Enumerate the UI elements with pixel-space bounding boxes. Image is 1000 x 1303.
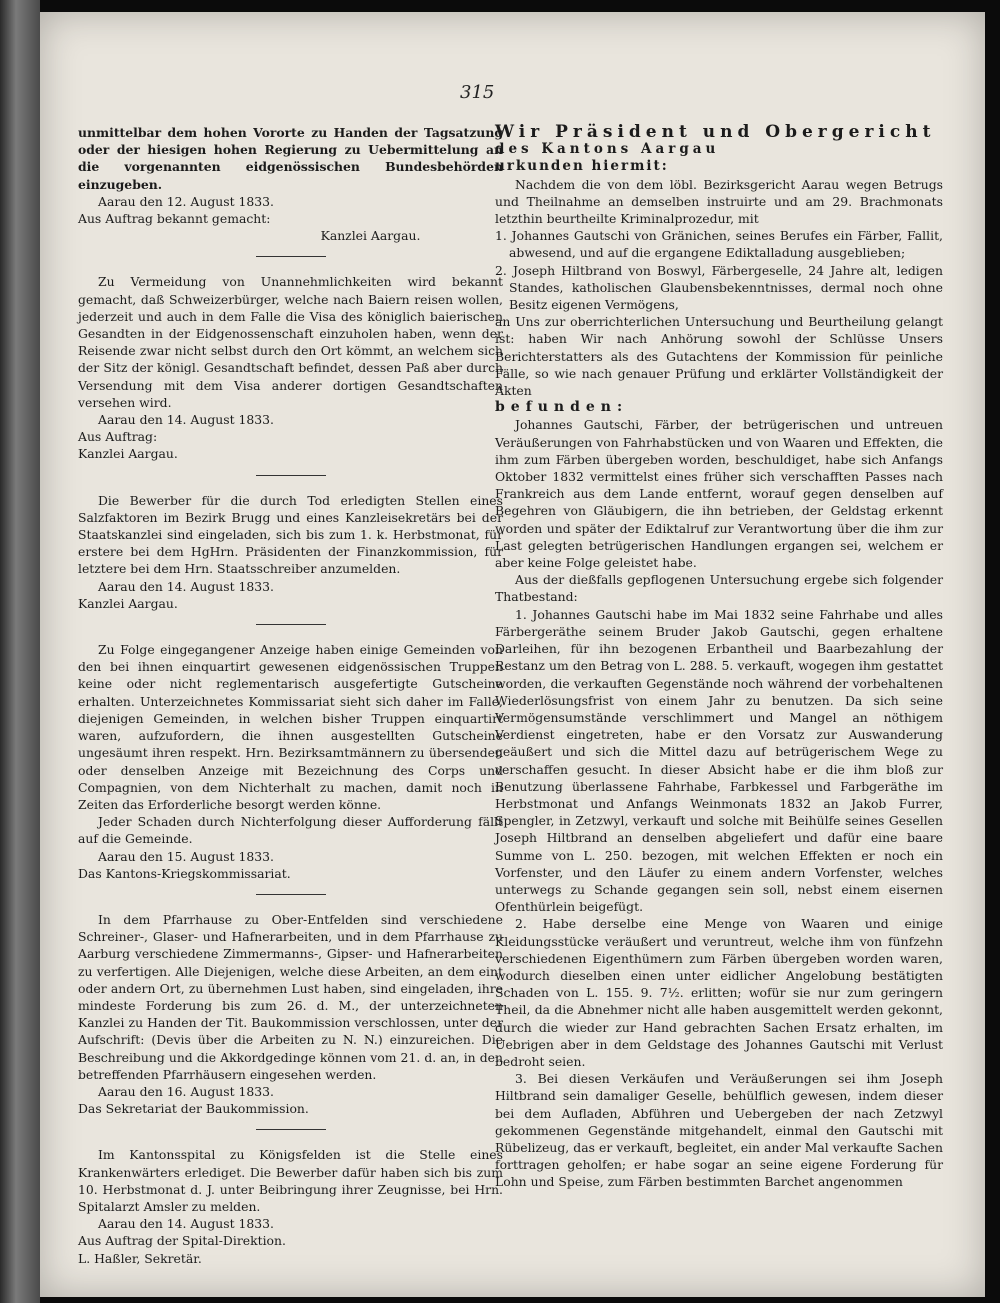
book-fold (0, 0, 40, 1303)
decree-paragraph: Johannes Gautschi, Färber, der betrügerischen und untreuen Veräußerungen von Fahrhabstücken und von Waaren und Effekten, die ihm zum Färben übergeben worden, beschuldiget, habe sich Anfangs Oktober 1832 vermittelst eines früher sich verschafften Passes nach Frankreich aus dem Lande entfernt, worauf gegen denselben auf Begehren von Gläubigern, die ihn betrieben, der Geldstag erkennt worden und später der Ediktalruf zur Verantwortung über die ihm zur Last gelegten betrügerischen Handlungen ergangen sei, welchem er aber keine Folge geleistet habe. (495, 417, 943, 571)
notice-text: Jeder Schaden durch Nichterfolgung dieser Aufforderung fällt auf die Gemeinde. (78, 814, 503, 847)
section-heading: befunden: (495, 399, 629, 416)
decree-subheading: urkunden hiermit: (495, 158, 669, 175)
notice-signature: Das Sekretariat der Baukommission. (78, 1101, 309, 1117)
notice-date: Aarau den 14. August 1833. (98, 1216, 274, 1232)
notice-signature: Aus Auftrag bekannt gemacht: (78, 211, 271, 227)
decree-paragraph: 1. Johannes Gautschi habe im Mai 1832 seine Fahrhabe und alles Färbergeräthe seinem Bruder Jakob Gautschi, gegen erhaltene Darleihen, für ihn bezogenen Erbantheil und Baarbezahlung der Restanz um den Betrag von L. 288. 5. verkauft, wogegen ihm gestattet worden, die verkauften Gegenstände noch während der vorbehaltenen Wiederlösungsfrist von einem Jahr zu benutzen. Da sich seine Vermögensumstände verschlimmert und Mangel an nöthigem Verdienst eingetreten, habe er den Vorsatz zur Auswanderung geäußert und sich die Mittel dazu auf betrügerischem Wege zu verschaffen gesucht. In dieser Absicht habe er die ihm bloß zur Benutzung überlassene Fahrhabe, Farbkessel und Farbgeräthe im Herbstmonat und Anfangs Weinmonats 1832 an Jakob Furrer, Spengler, in Zetzwyl, verkauft und solche mit Beihülfe seines Gesellen Joseph Hiltbrand an denselben abgeliefert und dafür eine baare Summe von L. 250. bezogen, mit welchen Effekten er noch ein Vorfenster, und den Läufer zu einem andern Vorfenster, welches unterwegs zu Schande gegangen sein soll, nebst einem eisernen Ofenthürlein beigefügt. (495, 606, 943, 915)
notice-text: Die Bewerber für die durch Tod erledigten Stellen eines Salzfaktoren im Bezirk Brugg und eines Kanzleisekretärs bei der Staatskanzlei sind eingeladen, sich bis zum 1. k. Herbstmonat, für erstere bei dem HgHrn. Präsidenten der Finanzkommission, für letztere bei dem Hrn. Staatsschreiber anzumelden. (78, 492, 503, 577)
notice-date: Aarau den 15. August 1833. (98, 848, 274, 864)
notice-date: Aarau den 16. August 1833. (98, 1083, 274, 1099)
document-page (40, 12, 985, 1297)
notice-date: Aarau den 14. August 1833. (98, 412, 274, 428)
notice-signature: Aus Auftrag der Spital-Direktion. (78, 1233, 286, 1249)
notice-text: Im Kantonsspital zu Königsfelden ist die Stelle eines Krankenwärters erlediget. Die Bewerber dafür haben sich bis zum 10. Herbstmonat d. J. unter Beibringung ihrer Zeugnisse, bei Hrn. Spitalarzt Amsler zu melden. (78, 1147, 503, 1214)
decree-paragraph: 3. Bei diesen Verkäufen und Veräußerungen sei ihm Joseph Hiltbrand sein damaliger Geselle, behülflich gewesen, indem dieser bei dem Aufladen, Abführen und Uebergeben der nach Zetzwyl gekommenen Gegenstände mitgehandelt, einmal den Gautschi mit Rübelizeug, das er verkauft, begleitet, ein ander Mal verkaufte Sachen forttragen geholfen; er habe sogar an seine eigene Forderung für Lohn und Speise, zum Färben bestimmten Barchet angenommen (495, 1071, 943, 1190)
notice-4 (78, 641, 503, 882)
notice-5 (78, 911, 503, 1117)
notice-signature: Kanzlei Aargau. (320, 228, 421, 244)
notice-text: In dem Pfarrhause zu Ober-Entfelden sind verschiedene Schreiner-, Glaser- und Hafnerarbeiten, und in dem Pfarrhause zu Aarburg verschiedene Zimmermanns-, Gipser- und Hafnerarbeiten zu verfertigen. Alle Diejenigen, welche diese Arbeiten, an dem eint oder andern Ort, zu übernehmen Lust haben, sind eingeladen, ihre mindeste Forderung bis zum 26. d. M., der unterzeichneten Kanzlei zu Handen der Tit. Baukommission verschlossen, unter der Aufschrift: (Devis über die Arbeiten zu N. N.) einzureichen. Die Beschreibung und die Akkordgedinge können vom 21. d. an, in den betreffenden Pfarrhäusern eingesehen werden. (78, 911, 503, 1082)
accused-item: 1. Johannes Gautschi von Gränichen, seines Berufes ein Färber, Fallit, abwesend, und auf die ergangene Ediktalladung ausgeblieben; (495, 228, 943, 261)
decree-paragraph: Aus der dießfalls gepflogenen Untersuchung ergebe sich folgender Thatbestand: (495, 572, 943, 605)
decree-text: an Uns zur oberrichterlichen Untersuchung und Beurtheilung gelangt ist: haben Wir nach Anhörung sowohl der Schlüsse Unsers Berichterstatters als des Gutachtens der Kommission für peinliche Fälle, so wie nach genauer Prüfung und erklärter Vollständigkeit der Akten (495, 314, 943, 399)
left-column (78, 124, 503, 1267)
divider (256, 475, 326, 476)
divider (256, 256, 326, 257)
notice-signature: Das Kantons-Kriegskommissariat. (78, 865, 291, 881)
notice-date: Aarau den 12. August 1833. (98, 193, 274, 209)
decree-subheading: des Kantons Aargau (495, 141, 720, 158)
divider (256, 624, 326, 625)
right-column (495, 124, 943, 1191)
notice-1 (78, 124, 503, 244)
notice-text: Zu Folge eingegangener Anzeige haben einige Gemeinden von den bei ihnen einquartirt gewesenen eidgenössischen Truppen keine oder nicht reglementarisch ausgefertigte Gutscheine erhalten. Unterzeichnetes Kommissariat sieht sich daher im Falle, diejenigen Gemeinden, in welchen bisher Truppen einquartirt waren, aufzufordern, die ihnen ausgestellten Gutscheine ungesäumt ihren respekt. Hrn. Bezirksamtmännern zu übersenden oder denselben Anzeige mit Bezeichnung des Corps und Compagnien, von dem Nichterhalt zu machen, damit noch in Zeiten das Erforderliche besorgt werden könne. (78, 642, 503, 812)
accused-item: 2. Joseph Hiltbrand von Boswyl, Färbergeselle, 24 Jahre alt, ledigen Standes, katholischen Glaubensbekenntnisses, dermal noch ohne Besitz eigenen Vermögens, (495, 262, 943, 313)
notice-signature: Kanzlei Aargau. (78, 595, 178, 611)
page-number: 315 (460, 82, 495, 103)
notice-date: Aarau den 14. August 1833. (98, 578, 274, 594)
decree-heading: Wir Präsident und Obergericht (495, 122, 936, 142)
notice-signature: Aus Auftrag: (78, 429, 158, 445)
notice-text: Zu Vermeidung von Unannehmlichkeiten wird bekannt gemacht, daß Schweizerbürger, welche nach Baiern reisen wollen, jederzeit und auch in dem Falle die Visa des königlich baierischen Gesandten in der Eidgenossenschaft einzuholen haben, wenn der Reisende zwar nicht selbst durch den Ort kömmt, an welchem sich der Sitz der königl. Gesandtschaft befindet, dessen Paß aber durch Versendung mit dem Visa anderer dortigen Gesandtschaften versehen wird. (78, 274, 503, 410)
notice-6 (78, 1146, 503, 1266)
notice-signature: Kanzlei Aargau. (78, 446, 178, 462)
notice-3 (78, 492, 503, 612)
notice-signature: L. Haßler, Sekretär. (78, 1250, 202, 1266)
divider (256, 894, 326, 895)
decree-intro: Nachdem die von dem löbl. Bezirksgericht Aarau wegen Betrugs und Theilnahme an demselben instruirte und am 29. Brachmonats letzthin beurtheilte Kriminalprozedur, mit (495, 176, 943, 227)
notice-2 (78, 273, 503, 462)
decree-paragraph: 2. Habe derselbe eine Menge von Waaren und einige Kleidungsstücke veräußert und veruntreut, welche ihm von fünfzehn verschiedenen Eigenthümern zum Färben übergeben worden waren, wodurch dieselben einen unter eidlicher Angelobung bestätigten Schaden von L. 155. 9. 7½. erlitten; wofür sie nur zum geringern Theil, da die Abnehmer nicht alle haben ausgemittelt werden gekonnt, durch die wieder zur Hand gebrachten Sachen Ersatz erhalten, im Uebrigen aber in dem Geldstage des Johannes Gautschi mit Verlust bedroht seien. (495, 916, 943, 1069)
divider (256, 1129, 326, 1130)
notice-text: unmittelbar dem hohen Vororte zu Handen der Tagsatzung oder der hiesigen hohen Regierung zu Uebermittelung an die vorgenannten eidgenössischen Bundesbehörden einzugeben. (78, 125, 503, 192)
